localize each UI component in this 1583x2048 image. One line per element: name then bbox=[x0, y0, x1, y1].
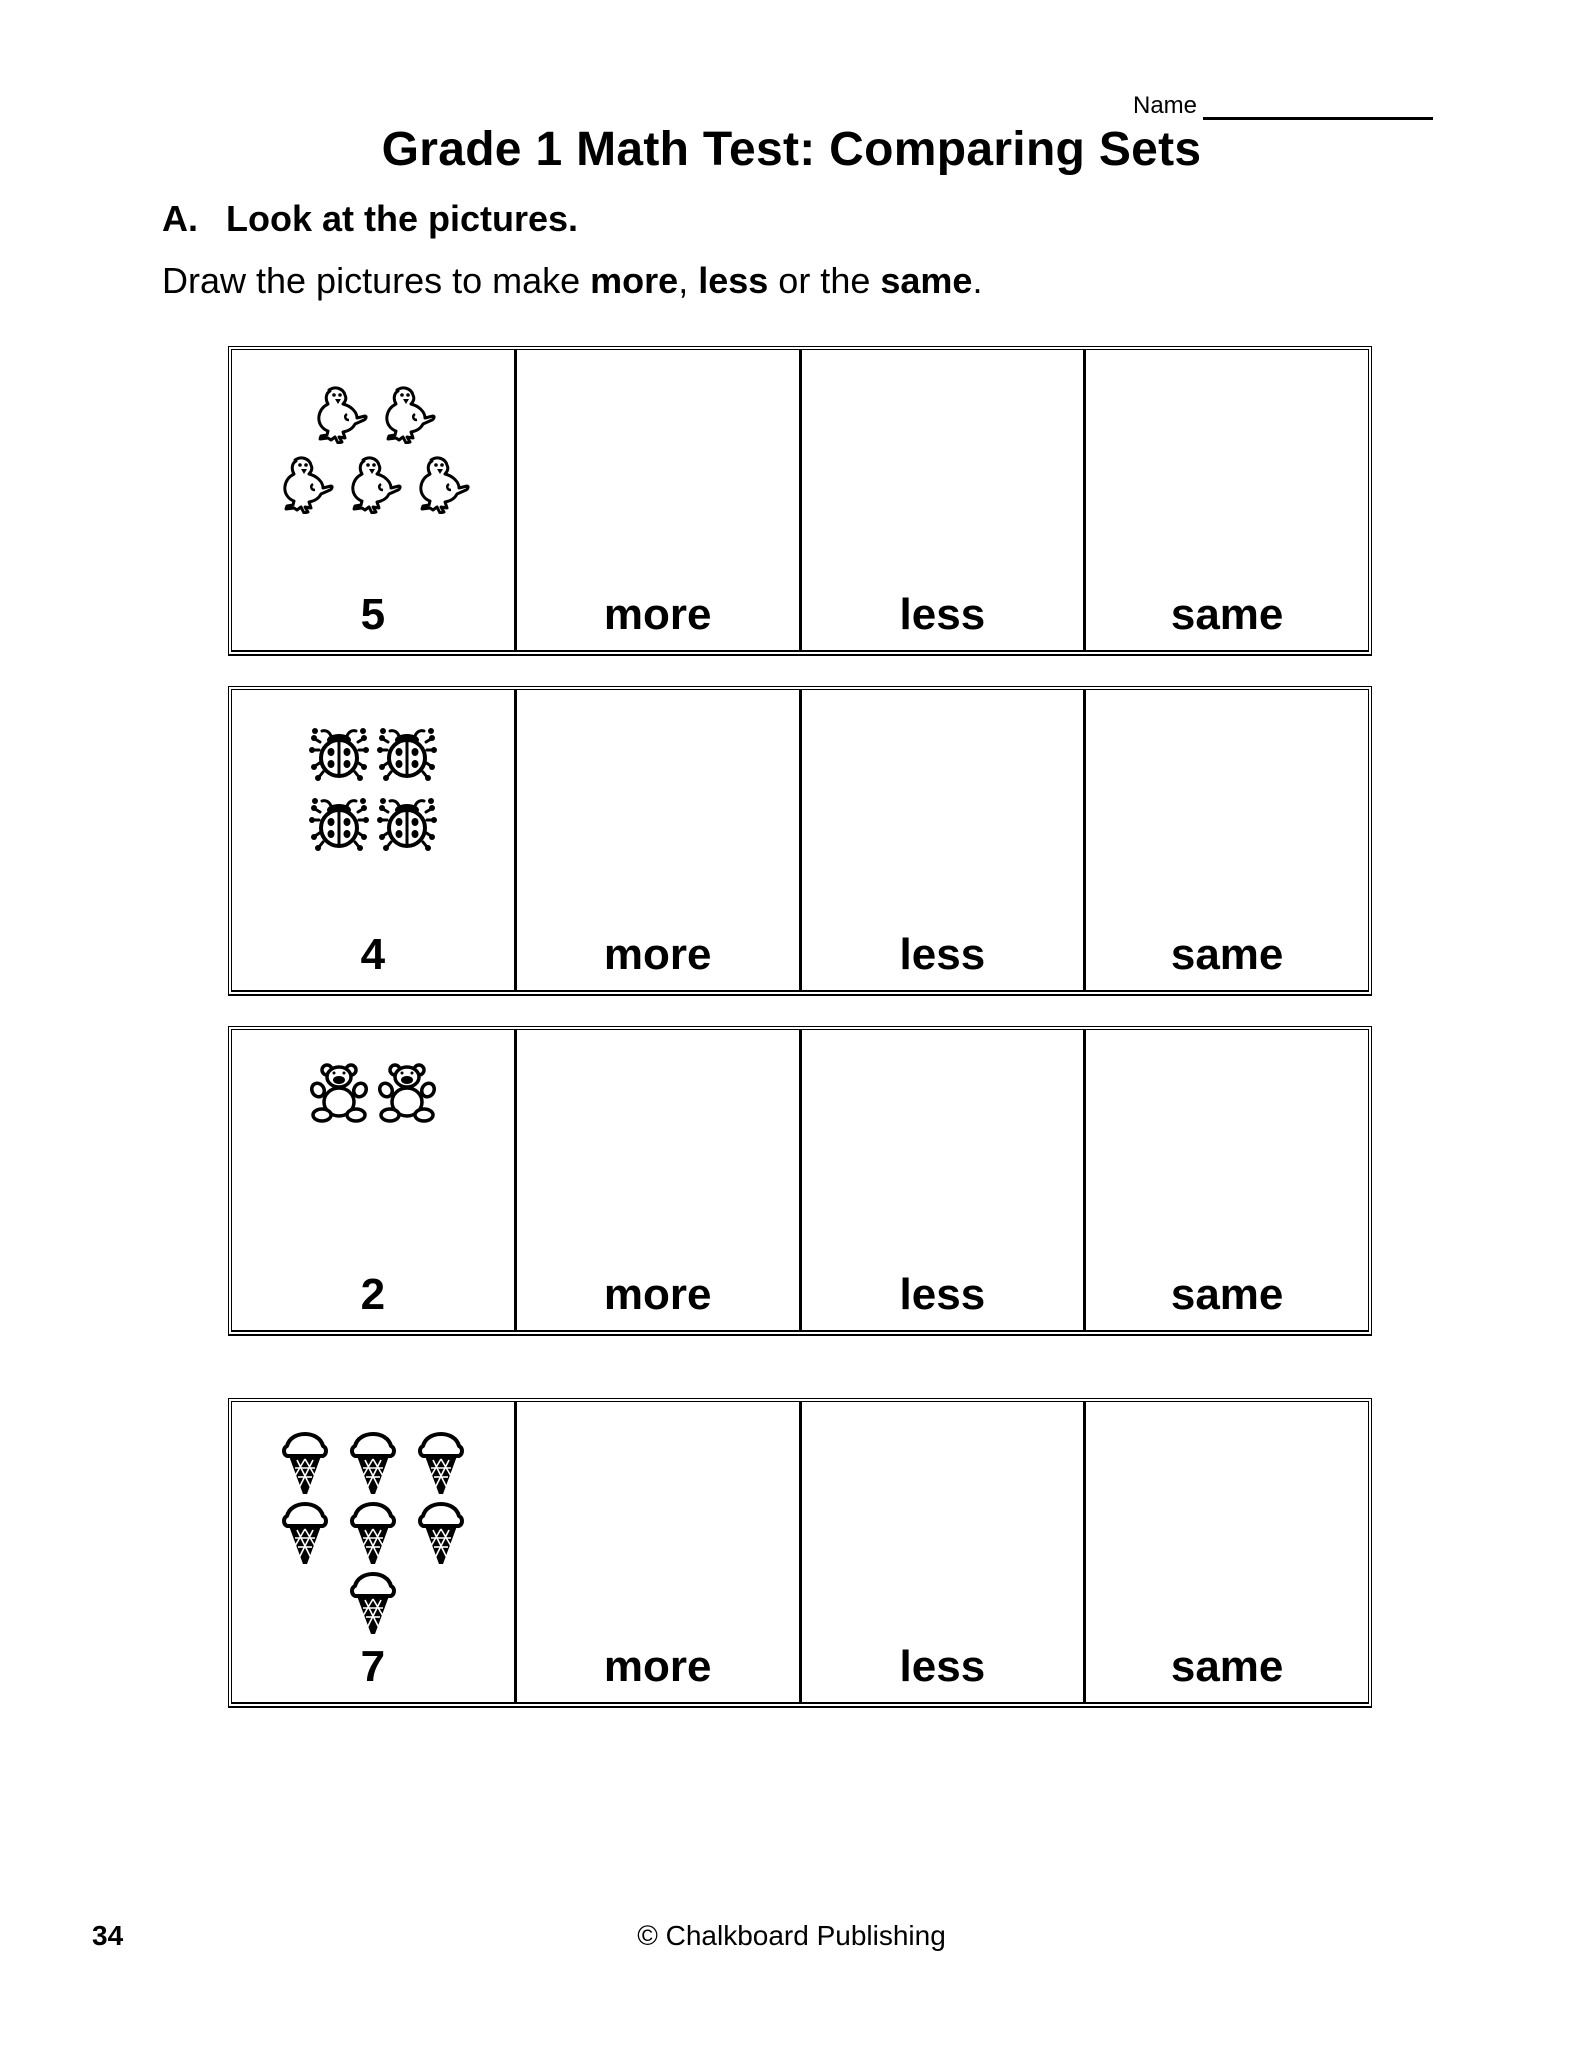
ice-cream-cone-icon bbox=[341, 1502, 405, 1566]
chick-icon bbox=[341, 450, 405, 514]
ice-cream-cone-icon bbox=[273, 1502, 337, 1566]
draw-area-same[interactable] bbox=[1086, 1402, 1368, 1702]
set-count: 7 bbox=[360, 1642, 386, 1691]
cell-label-same: same bbox=[1170, 1642, 1284, 1691]
set-count: 2 bbox=[360, 1270, 386, 1319]
instruction-keyword-same: same bbox=[880, 260, 973, 301]
page-title: Grade 1 Math Test: Comparing Sets bbox=[381, 123, 1202, 176]
set-count: 5 bbox=[360, 590, 386, 639]
ladybug-icon bbox=[307, 720, 371, 784]
chick-icon bbox=[409, 450, 473, 514]
picture-cell bbox=[232, 350, 517, 650]
comparison-row bbox=[228, 1026, 1372, 1336]
instruction-part: Draw the pictures to make bbox=[162, 260, 591, 301]
section-letter: A. bbox=[162, 198, 198, 239]
cell-label-more: more bbox=[603, 1642, 712, 1691]
section-heading bbox=[162, 198, 578, 240]
cell-label-less: less bbox=[899, 1270, 986, 1319]
teddy-bear-icon bbox=[375, 1060, 439, 1124]
cell-label-less: less bbox=[899, 590, 986, 639]
draw-area-more[interactable] bbox=[517, 1030, 802, 1330]
cell-label-more: more bbox=[603, 590, 712, 639]
name-blank-line[interactable] bbox=[1203, 93, 1433, 120]
copyright-notice: © Chalkboard Publishing bbox=[637, 1920, 946, 1951]
cell-label-more: more bbox=[603, 1270, 712, 1319]
draw-area-same[interactable] bbox=[1086, 350, 1368, 650]
ice-cream-cone-icon bbox=[341, 1572, 405, 1636]
section-heading-text: Look at the pictures. bbox=[226, 198, 579, 239]
teddy-bear-icon bbox=[307, 1060, 371, 1124]
picture-cell bbox=[232, 1030, 517, 1330]
ice-cream-cone-icon bbox=[273, 1432, 337, 1496]
draw-area-more[interactable] bbox=[517, 690, 802, 990]
picture-set bbox=[232, 380, 514, 514]
draw-area-same[interactable] bbox=[1086, 690, 1368, 990]
draw-area-less[interactable] bbox=[802, 1402, 1087, 1702]
ladybug-icon bbox=[307, 790, 371, 854]
ice-cream-cone-icon bbox=[341, 1432, 405, 1496]
instruction-part: or the bbox=[768, 260, 881, 301]
set-count: 4 bbox=[360, 930, 386, 979]
instruction-text bbox=[162, 260, 982, 302]
cell-label-more: more bbox=[603, 930, 712, 979]
picture-cell bbox=[232, 690, 517, 990]
draw-area-same[interactable] bbox=[1086, 1030, 1368, 1330]
name-field[interactable] bbox=[1133, 92, 1433, 120]
draw-area-less[interactable] bbox=[802, 1030, 1087, 1330]
comparison-row bbox=[228, 1398, 1372, 1708]
draw-area-more[interactable] bbox=[517, 1402, 802, 1702]
ice-cream-cone-icon bbox=[409, 1502, 473, 1566]
ladybug-icon bbox=[375, 790, 439, 854]
picture-set bbox=[232, 1432, 514, 1636]
chick-icon bbox=[273, 450, 337, 514]
cell-label-less: less bbox=[899, 930, 986, 979]
chick-icon bbox=[375, 380, 439, 444]
name-label: Name bbox=[1133, 92, 1198, 119]
instruction-keyword-less: less bbox=[698, 260, 769, 301]
picture-set bbox=[232, 1060, 514, 1124]
draw-area-less[interactable] bbox=[802, 350, 1087, 650]
chick-icon bbox=[307, 380, 371, 444]
cell-label-same: same bbox=[1170, 1270, 1284, 1319]
page-number: 34 bbox=[92, 1920, 124, 1951]
instruction-part: , bbox=[678, 260, 699, 301]
comparison-row bbox=[228, 686, 1372, 996]
draw-area-more[interactable] bbox=[517, 350, 802, 650]
comparison-row bbox=[228, 346, 1372, 656]
instruction-part: . bbox=[972, 260, 983, 301]
instruction-keyword-more: more bbox=[590, 260, 679, 301]
cell-label-same: same bbox=[1170, 590, 1284, 639]
draw-area-less[interactable] bbox=[802, 690, 1087, 990]
picture-set bbox=[232, 720, 514, 854]
ice-cream-cone-icon bbox=[409, 1432, 473, 1496]
cell-label-same: same bbox=[1170, 930, 1284, 979]
cell-label-less: less bbox=[899, 1642, 986, 1691]
ladybug-icon bbox=[375, 720, 439, 784]
picture-cell bbox=[232, 1402, 517, 1702]
